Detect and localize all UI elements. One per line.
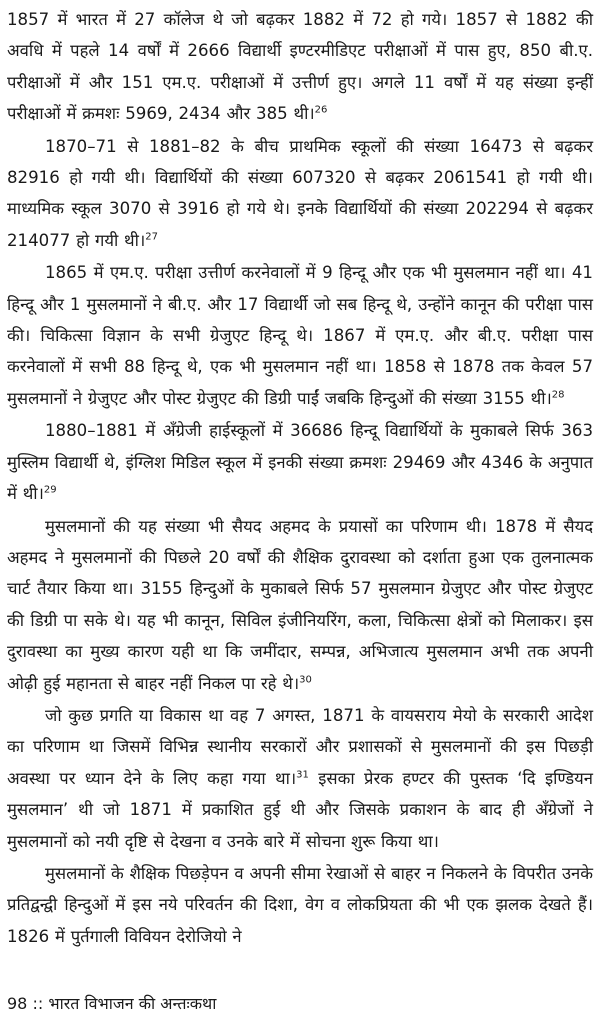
paragraph-7	[7, 858, 593, 952]
footnote-ref-30: 30	[299, 674, 312, 685]
footer-separator: ::	[32, 994, 44, 1013]
book-title: भारत विभाजन की अन्तःकथा	[48, 994, 217, 1013]
page-footer	[7, 992, 216, 1014]
page-body	[7, 4, 593, 952]
paragraph-5	[7, 511, 593, 699]
paragraph-2-text: 1870–71 से 1881–82 के बीच प्राथमिक स्कूलों की संख्या 16473 से बढ़कर 82916 हो गयी थी। विद्यार्थियों की संख्या 607320 से बढ़कर 2061541 हो गयी थी। माध्यमिक स्कूल 3070 से 3916 हो गये थे। इनके विद्यार्थियों की संख्या 202294 से बढ़कर 214077 हो गयी थी।	[7, 136, 593, 250]
footnote-ref-26: 26	[314, 104, 328, 116]
paragraph-7-text: मुसलमानों के शैक्षिक पिछड़ेपन व अपनी सीमा रेखाओं से बाहर न निकलने के विपरीत उनके प्रतिद्वन्द्वी हिन्दुओं में इस नये परिवर्तन की दिशा, वेग व लोकप्रियता की भी एक झलक देखते हैं। 1826 में पुर्तगाली विवियन देरोजियो ने	[7, 863, 593, 946]
footnote-ref-27: 27	[145, 231, 158, 243]
paragraph-4-text: 1880–1881 में अँग्रेजी हाईस्कूलों में 36686 हिन्दू विद्यार्थियों के मुकाबले सिर्फ 363 मुस्लिम विद्यार्थी थे, इंग्लिश मिडिल स्कूल में इनकी संख्या क्रमशः 29469 और 4346 के अनुपात में थी।	[7, 421, 593, 504]
paragraph-1-text: 1857 में भारत में 27 कॉलेज थे जो बढ़कर 1882 में 72 हो गये। 1857 से 1882 की अवधि में पहले 14 वर्षों में 2666 विद्यार्थी इण्टरमीडिएट परीक्षाओं में पास हुए, 850 बी.ए. परीक्षाओं में और 151 एम.ए. परीक्षाओं में उत्तीर्ण हुए। अगले 11 वर्षों में यह संख्या इन्हीं परीक्षाओं में क्रमशः 5969, 2434 और 385 थी।	[7, 10, 593, 124]
paragraph-3-text: 1865 में एम.ए. परीक्षा उत्तीर्ण करनेवालों में 9 हिन्दू और एक भी मुसलमान नहीं था। 41 हिन्दू और 1 मुसलमानों ने बी.ए. और 17 विद्यार्थी जो सब हिन्दू थे, उन्होंने कानून की परीक्षा पास की। चिकित्सा विज्ञान के सभी ग्रेजुएट हिन्दू थे। 1867 में एम.ए. और बी.ए. परीक्षा पास करनेवालों में सभी 88 हिन्दू थे, एक भी मुसलमान नहीं था। 1858 से 1878 तक केवल 57 मुसलमानों ने ग्रेजुएट और पोस्ट ग्रेजुएट की डिग्री पाईं जबकि हिन्दुओं की संख्या 3155 थी।	[7, 263, 593, 408]
paragraph-3	[7, 257, 593, 414]
paragraph-5-text: मुसलमानों की यह संख्या भी सैयद अहमद के प्रयासों का परिणाम थी। 1878 में सैयद अहमद ने मुसलमानों की पिछले 20 वर्षों की शैक्षिक दुरावस्था को दर्शाता हुआ एक तुलनात्मक चार्ट तैयार किया था। 3155 हिन्दुओं के मुकाबले सिर्फ 57 मुसलमान ग्रेजुएट और पोस्ट ग्रेजुएट की डिग्री पा सके थे। यह भी कानून, सिविल इंजीनियरिंग, कला, चिकित्सा क्षेत्रों को मिलाकर। इस दुरावस्था का मुख्य कारण यही था कि जमींदार, सम्पन्न, अभिजात्य मुसलमान अभी तक अपनी ओढ़ी हुई महानता से बाहर नहीं निकल पा रहे थे।	[7, 516, 593, 693]
footnote-ref-31: 31	[296, 769, 309, 781]
paragraph-2	[7, 131, 593, 257]
paragraph-4	[7, 415, 593, 509]
paragraph-6-text: जो कुछ प्रगति या विकास था वह 7 अगस्त, 1871 के वायसराय मेयो के सरकारी आदेश का परिणाम था जिसमें विभिन्न स्थानीय सरकारों और प्रशासकों से मुसलमानों की इस पिछड़ी अवस्था पर ध्यान देने के लिए कहा गया था।	[7, 705, 593, 788]
paragraph-6	[7, 700, 593, 857]
paragraph-6-text-continued: इसका प्रेरक हण्टर की पुस्तक ‘दि इण्डियन मुसलमान’ थी जो 1871 में प्रकाशित हुई थी और जिसके प्रकाशन के बाद ही अँग्रेजों ने मुसलमानों को नयी दृष्टि से देखना व उनके बारे में सोचना शुरू किया था।	[7, 768, 593, 851]
paragraph-1	[7, 4, 593, 130]
page-number: 98	[7, 994, 28, 1013]
footnote-ref-28: 28	[551, 389, 565, 401]
footnote-ref-29: 29	[43, 484, 57, 496]
